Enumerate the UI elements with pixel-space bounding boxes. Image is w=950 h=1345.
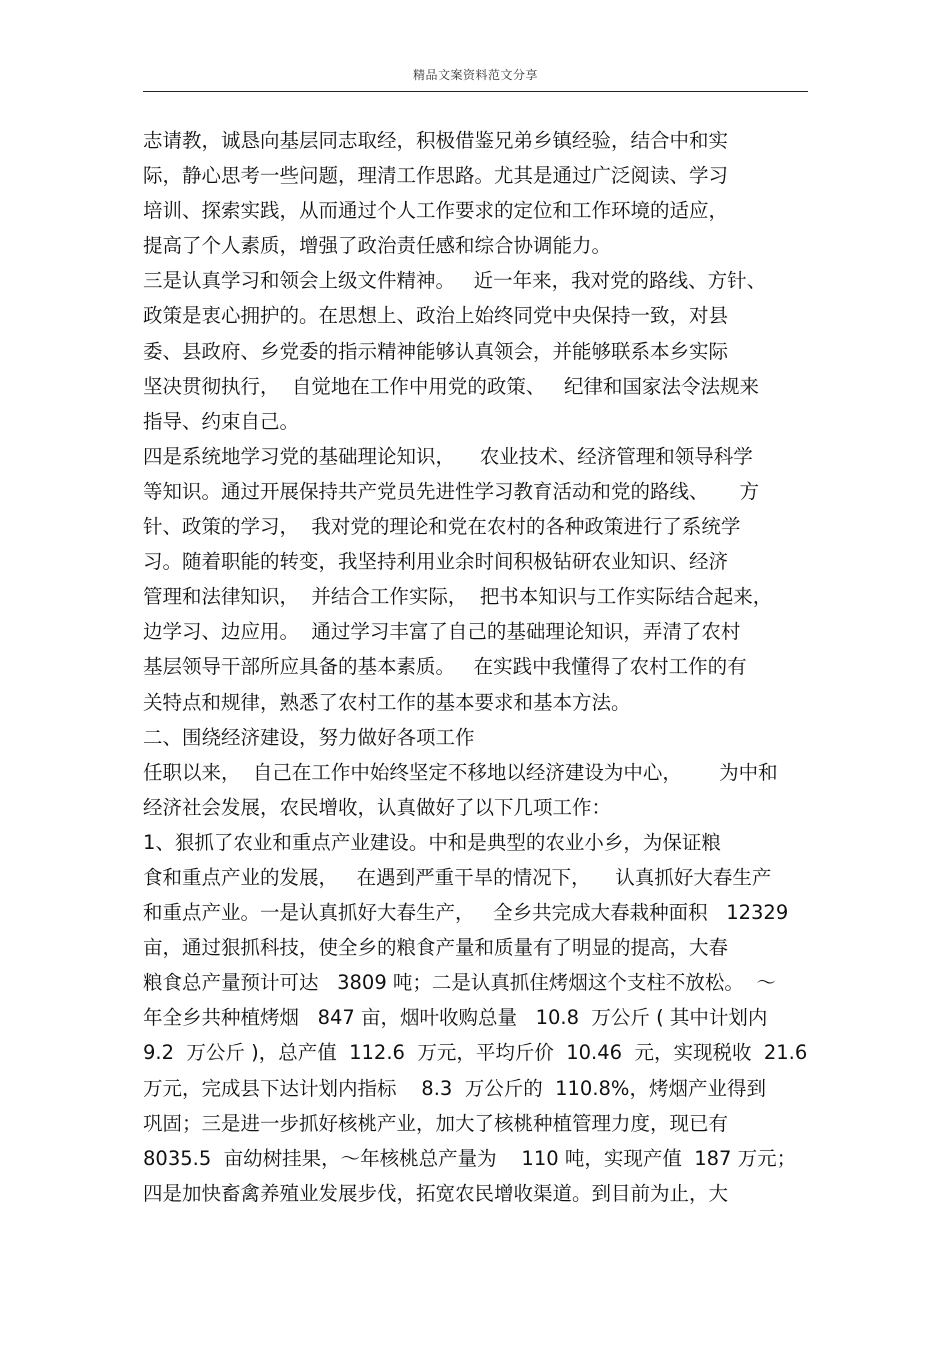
text-line: 亩，通过狠抓科技，使全乡的粮食产量和质量有了明显的提高，大春 — [143, 936, 729, 960]
text-line: 食和重点产业的发展， 在遇到严重干旱的情况下， 认真抓好大春生产 — [143, 865, 772, 889]
text-line: 等知识。通过开展保持共产党员先进性学习教育活动和党的路线、 方 — [143, 479, 759, 503]
text-line: 9.2 万公斤 )，总产值 112.6 万元，平均斤价 10.46 元，实现税收 21.6 — [143, 1041, 808, 1065]
text-line: 际，静心思考一些问题，理清工作思路。尤其是通过广泛阅读、学习 — [143, 164, 729, 188]
text-line: 志请教，诚恳向基层同志取经，积极借鉴兄弟乡镇经验，结合中和实 — [143, 129, 729, 152]
text-line: 政策是衷心拥护的。在思想上、政治上始终同党中央保持一致，对县 — [143, 304, 729, 328]
text-line: 巩固；三是进一步抓好核桃产业，加大了核桃种植管理力度，现已有 — [143, 1111, 729, 1135]
text-line: 习。随着职能的转变，我坚持利用业余时间积极钻研农业知识、经济 — [143, 550, 729, 574]
text-line: 万元，完成县下达计划内指标 8.3 万公斤的 110.8%，烤烟产业得到 — [143, 1076, 766, 1100]
text-line: 管理和法律知识， 并结合工作实际， 把书本知识与工作实际结合起来， — [143, 585, 773, 609]
text-line: 基层领导干部所应具备的基本素质。 在实践中我懂得了农村工作的有 — [143, 655, 747, 679]
page-header-title: 精品文案资料范文分享 — [412, 68, 538, 82]
text-line: 培训、探索实践，从而通过个人工作要求的定位和工作环境的适应， — [143, 199, 729, 223]
text-line: 针、政策的学习， 我对党的理论和党在农村的各种政策进行了系统学 — [143, 515, 741, 539]
text-line: 8035.5 亩幼树挂果，～年核桃总产量为 110 吨，实现产值 187 万元； — [143, 1146, 797, 1170]
header-divider — [143, 91, 808, 92]
text-line: 四是系统地学习党的基础理论知识， 农业技术、经济管理和领导科学 — [143, 444, 753, 468]
section-heading: 二、围绕经济建设，努力做好各项工作 — [143, 725, 475, 749]
text-line: 边学习、边应用。 通过学习丰富了自己的基础理论知识，弄清了农村 — [143, 620, 741, 644]
text-line: 经济社会发展，农民增收，认真做好了以下几项工作： — [143, 795, 612, 819]
text-line: 三是认真学习和领会上级文件精神。 近一年来，我对党的路线、方针、 — [143, 269, 767, 293]
text-line: 委、县政府、乡党委的指示精神能够认真领会，并能够联系本乡实际 — [143, 339, 729, 363]
text-line: 和重点产业。一是认真抓好大春生产， 全乡共完成大春栽种面积 12329 — [143, 901, 789, 925]
text-line: 提高了个人素质，增强了政治责任感和综合协调能力。 — [143, 234, 612, 258]
text-line: 关特点和规律，熟悉了农村工作的基本要求和基本方法。 — [143, 690, 631, 714]
text-line: 指导、约束自己。 — [143, 409, 300, 433]
text-line: 年全乡共种植烤烟 847 亩，烟叶收购总量 10.8 万公斤 ( 其中计划内 — [143, 1006, 768, 1030]
text-line: 任职以来， 自己在工作中始终坚定不移地以经济建设为中心， 为中和 — [143, 760, 778, 784]
text-line: 粮食总产量预计可达 3809 吨；二是认真抓住烤烟这个支柱不放松。 ～ — [143, 971, 776, 995]
document-body — [143, 123, 823, 1211]
text-line: 四是加快畜禽养殖业发展步伐，拓宽农民增收渠道。到目前为止，大 — [143, 1181, 729, 1205]
text-line: 1、狠抓了农业和重点产业建设。中和是典型的农业小乡，为保证粮 — [143, 830, 721, 854]
text-line: 坚决贯彻执行， 自觉地在工作中用党的政策、 纪律和国家法令法规来 — [143, 374, 759, 398]
